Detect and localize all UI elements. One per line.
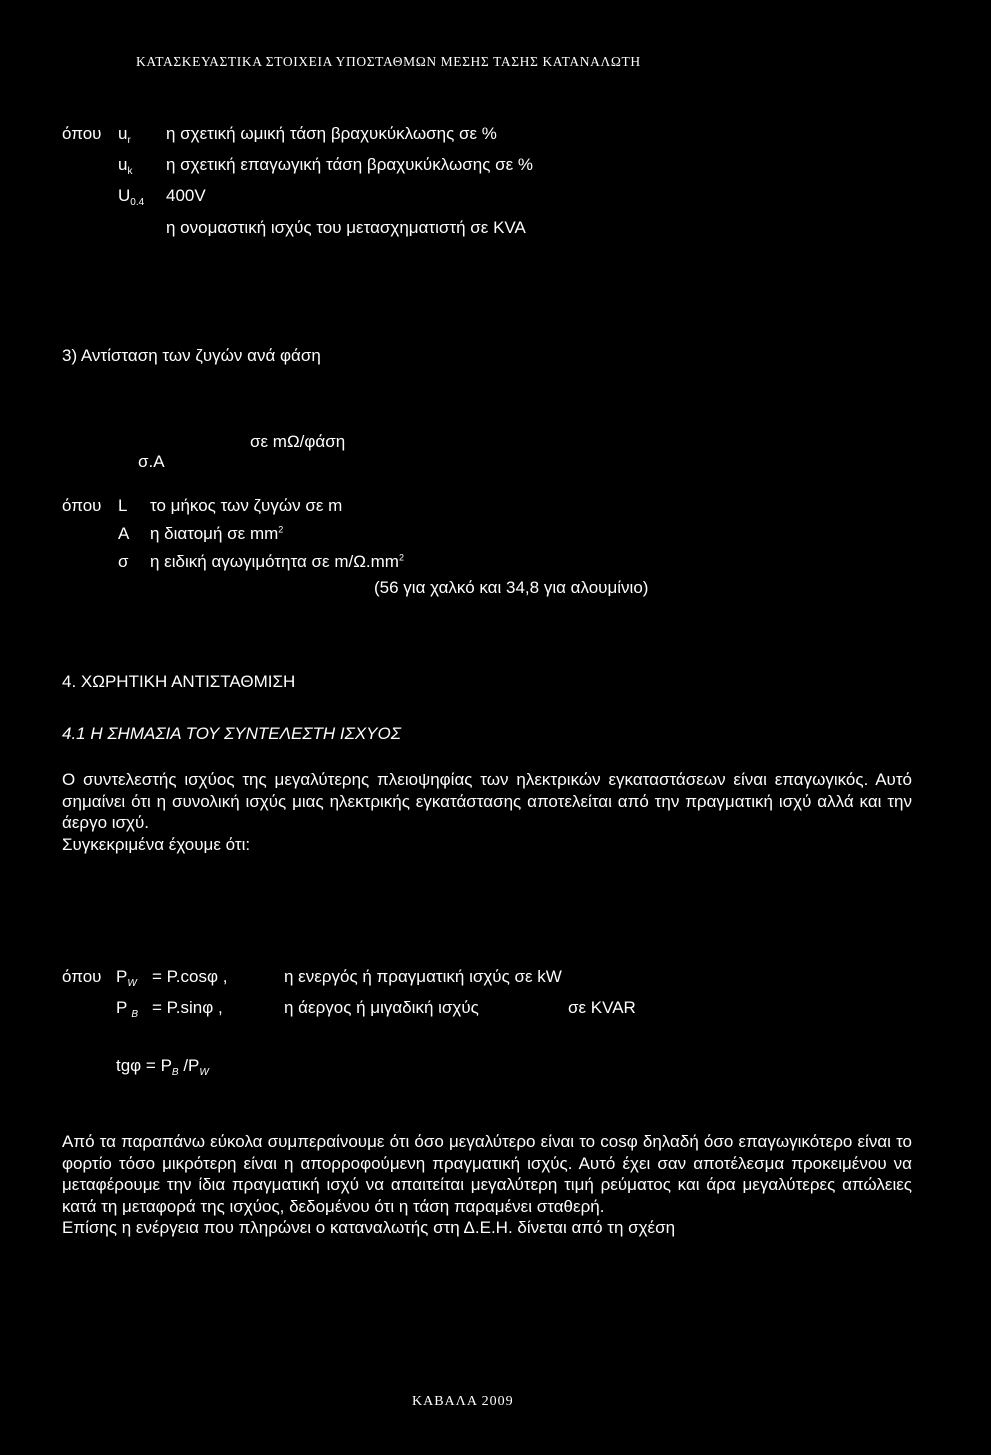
paragraph: Ο συντελεστής ισχύος της μεγαλύτερης πλειοψηφίας των ηλεκτρικών εγκαταστάσεων είναι επαγωγικός. Αυτό σημαίνει ότι η συνολική ισχύς μιας ηλεκτρικής εγκατάστασης αποτελείται από την πραγματική ισχύ αλλά και την άεργο ισχύ. Συγκεκριμένα έχουμε ότι: (62, 770, 912, 854)
def-symbol: $u_r$ (118, 124, 131, 146)
def-text: η άεργος ή μιγαδική ισχύς (284, 998, 479, 1017)
def-text: το μήκος των ζυγών σε m (150, 496, 343, 515)
subsection-heading: 4.1 Η ΣΗΜΑΣΙΑ ΤΟΥ ΣΥΝΤΕΛΕΣΤΗ ΙΣΧΥΟΣ (62, 724, 401, 743)
def-symbol: $U_{0.4}$ (118, 186, 145, 208)
def-text: η σχετική ωμική τάση βραχυκύκλωσης σε % (166, 124, 497, 143)
def-label: όπου (62, 967, 102, 986)
def-text: η ενεργός ή πραγματική ισχύς σε kW (284, 967, 562, 986)
def-text: η σχετική επαγωγική τάση βραχυκύκλωσης σε % (166, 155, 534, 174)
section-heading: 4. ΧΩΡΗΤΙΚΗ ΑΝΤΙΣΤΑΘΜΙΣΗ (62, 672, 296, 691)
def-symbol: L (118, 496, 128, 515)
def-symbol: $P_W$ (116, 967, 137, 989)
def-symbol: $u_k$ (118, 155, 133, 177)
page-header: ΚΑΤΑΣΚΕΥΑΣΤΙΚΑ ΣΤΟΙΧΕΙΑ ΥΠΟΣΤΑΘΜΩΝ ΜΕΣΗΣ ΤΑΣΗΣ ΚΑΤΑΝΑΛΩΤΗ (136, 54, 641, 69)
paragraph: Από τα παραπάνω εύκολα συμπεραίνουμε ότι όσο μεγαλύτερο είναι το cosφ δηλαδή όσο επαγωγικότερο είναι το φορτίο τόσο μικρότερη είναι η απορροφούμενη πραγματική ισχύς. Αυτό έχει σαν αποτέλεσμα προκειμένου να μεταφέρουμε την ίδια πραγματική ισχύ να απαιτείται μεγαλύτερη τιμή ρεύματος και άρα μεγαλύτερες απώλειες κατά τη μεταφορά της ισχύος, δεδομένου ότι η τάση παραμένει σταθερή. Επίσης η ενέργεια που πληρώνει ο καταναλωτής στη Δ.Ε.Η. δίνεται από τη σχέση (62, 1132, 912, 1237)
def-text: η ειδική αγωγιμότητα σε $m/\Omega.mm^2$ (150, 552, 404, 571)
def-equation: = P.cosφ , (152, 967, 228, 986)
def-unit: σε KVAR (568, 998, 636, 1017)
def-symbol: A (118, 524, 130, 543)
def-text: η διατομή σε $mm^2$ (150, 524, 284, 543)
def-text: 400V (166, 186, 206, 205)
page-footer: ΚΑΒΑΛΑ 2009 (412, 1394, 514, 1409)
def-symbol: σ (118, 552, 129, 571)
def-equation: = P.sinφ , (152, 998, 223, 1017)
def-note: (56 για χαλκό και 34,8 για αλουμίνιο) (374, 578, 649, 597)
formula-unit: σε mΩ/φάση (250, 432, 346, 451)
def-symbol: P $_B$ (116, 998, 139, 1020)
def-text: η ονομαστική ισχύς του μετασχηματιστή σε KVA (166, 218, 526, 237)
def-label: όπου (62, 496, 102, 515)
tg-formula: $tg\varphi = P_B$ $/P_W$ (116, 1056, 209, 1078)
formula-denominator: σ.A (138, 452, 165, 471)
def-label: όπου (62, 124, 102, 143)
section-heading: 3) Αντίσταση των ζυγών ανά φάση (62, 346, 321, 365)
